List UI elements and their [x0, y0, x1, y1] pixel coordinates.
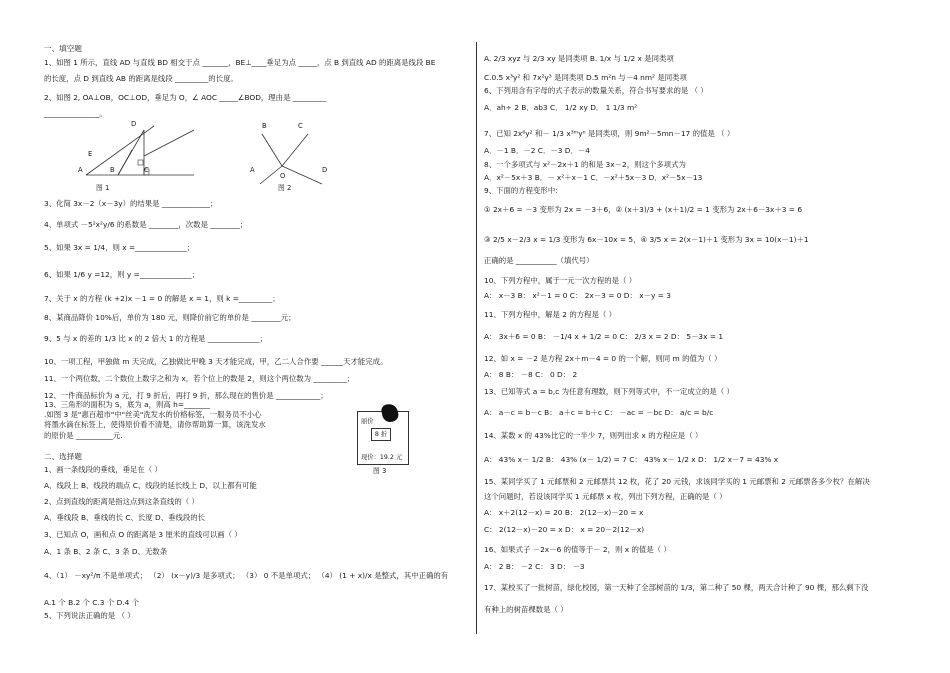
question-line: 4、单项式 －5²x²y/6 的系数是 ________，次数是 ________；	[44, 220, 248, 229]
price-tag	[357, 411, 409, 465]
option-line: A： x－3 B： x²－1 = 0 C： 2x－3 = 0 D： x－y = 3	[484, 291, 671, 300]
option-line: A： 2 B： －2 C： 3 D： －3	[484, 562, 585, 571]
section-choice-heading: 二、选择题	[44, 452, 82, 461]
question-line: 7、已知 2x⁶y² 和－ 1/3 x³ᵐyⁿ 是同类项，则 9m²－5mn－17 的值是 （ ）	[484, 129, 735, 138]
question-line: 的长度，点 D 到直线 AB 的距离是线段 _________的长度。	[44, 74, 238, 83]
option-line: A： 3x＋6 = 0 B： －1/4 x + 1/2 = 0 C： 2/3 x = 2 D： 5－3x = 1	[484, 332, 724, 341]
option-line: A.1 个 B.2 个 C.3 个 D.4 个	[44, 598, 140, 607]
option-line: A．－1 B．－2 C．－3 D．－4	[484, 146, 590, 155]
option-line: C： 2(12－x)－20 = x D： x = 20－2(12－x)	[484, 525, 645, 534]
question-line: 1、画一条线段的垂线，垂足在（ ）	[44, 465, 162, 474]
question-line: ③ 2/5 x－2/3 x = 1/3 变形为 6x－10x = 5，④ 3/5 x = 2(x－1)＋1 变形为 3x = 10(x－1)＋1	[484, 235, 809, 244]
ink-blot	[380, 403, 399, 424]
question-line: .如图 3 是"惠百超市"中"丝美"洗发水的价格标签，一服务员不小心	[44, 410, 262, 419]
question-line: 3、已知点 O，画和点 O 的距离是 3 厘米的直线可以画（ ）	[44, 530, 242, 539]
question-line: ① 2x＋6 = －3 变形为 2x = －3＋6，② (x＋3)/3 + (x＋1)/2 = 1 变形为 2x＋6－3x＋3 = 6	[484, 205, 803, 214]
question-line: 2、如图 2, OA⊥OB，OC⊥OD，垂足为 O，∠ AOC _____∠BOD，理由是 _________	[44, 93, 327, 102]
option-line: A： a－c = b－c B： a＋c = b＋c C： －ac = －bc D： a/c = b/c	[484, 408, 714, 417]
option-line: A： x＋2(12－x) = 20 B： 2(12－x)－20 = x	[484, 508, 644, 517]
question-line: 13、三角形的面积为 S，底为 a，则高 h=_______	[44, 400, 210, 409]
option-line: A： 8 B： －8 C： 0 D： 2	[484, 370, 578, 379]
point-label-d: D	[131, 120, 137, 128]
question-line: 2、点到直线的距离是指这点到这条直线的（ ）	[44, 497, 199, 506]
question-line: 11、下列方程中，解是 2 的方程是（ ）	[484, 310, 617, 319]
figure-2-drawing	[202, 120, 342, 192]
question-line: 6、如果 1/6 y =12，则 y =______________；	[44, 270, 199, 279]
figure-2	[202, 120, 342, 192]
question-line: 12、一件商品标价为 a 元，打 9 折后，再打 9 折，那么现在的售价是 ____________；	[44, 391, 328, 400]
question-line: 这个问题时，若设该同学买 1 元邮票 x 枚，列出下列方程，正确的是（ ）	[484, 492, 727, 501]
question-line: 15、某同学买了 1 元邮票和 2 元邮票共 12 枚，花了 20 元钱，求该同学买的 1 元邮票和 2 元邮票各多少枚？在解决	[484, 477, 870, 486]
question-line: 9、下面的方程变形中:	[484, 186, 558, 195]
question-line: 10、下列方程中，属于一元一次方程的是（ ）	[484, 276, 637, 285]
column-divider	[476, 42, 477, 634]
point-label-b: B	[110, 166, 115, 174]
question-line: 11、一个两位数，二个数位上数字之和为 x，若个位上的数是 2，则这个两位数为 _________；	[44, 374, 355, 383]
question-line: 12、如 x = －2 是方程 2x＋m－4 = 0 的一个解，则同 m 的值为（ ）	[484, 354, 722, 363]
option-line: A．ah÷ 2 B．ab3 C． 1/2 xy D． 1 1/3 m²	[484, 103, 638, 112]
point-label-e: E	[88, 150, 93, 158]
point-label-c: C	[298, 122, 303, 130]
question-line: 9、5 与 x 的差的 1/3 比 x 的 2 倍大 1 的方程是 ______________；	[44, 334, 267, 343]
question-line: 4、（1） －xy²/π 不是单项式； （2） (x－y)/3 是多项式； （3） 0 不是单项式； （4） (1 + x)/x 是整式，其中正确的有	[44, 571, 449, 580]
figure-1-caption: 图 1	[96, 184, 110, 192]
question-line: 正确的是 ___________（填代号）	[484, 256, 594, 265]
figure-1	[74, 120, 194, 192]
option-line: A．x²－5x＋3 B．－ x²＋x－1 C．－x²＋5x－3 D．x²－5x－13	[484, 173, 703, 182]
question-line: 5、下列说法正确的是 （ ）	[44, 611, 135, 620]
question-line: 8、某商品降价 10%后，单价为 180 元，则降价前它的单价是 ________元；	[44, 313, 296, 322]
point-label-d: D	[322, 166, 328, 174]
discount-label: 8 折	[371, 428, 391, 441]
question-line: 5、如果 3x = 1/4，则 x =______________；	[44, 243, 195, 252]
question-line: _______________。	[44, 109, 107, 118]
point-label-o: O	[280, 172, 286, 180]
section-fill-blank-heading: 一、填空题	[44, 44, 82, 53]
option-line: A： 43% x－ 1/2 B： 43% (x－ 1/2) = 7 C： 43% x－ 1/2 x D： 1/2 x－7 = 43% x	[484, 455, 779, 464]
option-line: C.0.5 x³y² 和 7x²y³ 是同类项 D.5 m²n 与－4 nm² 是同类项	[484, 73, 687, 82]
question-line: 8、一个多项式与 x²－2x＋1 的和是 3x－2，则这个多项式为	[484, 160, 686, 169]
price-tag-title: 丽价	[361, 418, 374, 425]
question-line: 将墨水滴在标签上，使得原价看不清楚，请你帮助算一算，该洗发水	[44, 420, 266, 429]
figure-3-caption: 图 3	[373, 467, 387, 475]
option-line: A、1 条 B、2 条 C、3 条 D、无数条	[44, 547, 168, 556]
question-line: 16、如果式子 －2x－6 的值等于－ 2，则 x 的值是（ ）	[484, 545, 671, 554]
point-label-a: A	[78, 166, 83, 174]
question-line: 14、某数 x 的 43%比它的一半少 7，则列出求 x 的方程应是（ ）	[484, 431, 703, 440]
question-line: 的原价是 __________元.	[44, 431, 123, 440]
question-line: 1、如图 1 所示，直线 AD 与直线 BD 相交于点 _______，BE⊥____垂足为点 _____，点 B 到直线 AD 的距离是线段 BE	[44, 58, 436, 67]
question-line: 7、关于 x 的方程 (k +2)x －1 = 0 的解是 x = 1，则 k =_________；	[44, 294, 280, 303]
point-label-a: A	[250, 166, 255, 174]
current-price: 现价：19.2 元	[361, 454, 403, 461]
question-line: 6、下列用含有字母的式子表示的数量关系，符合书写要求的是 （ ）	[484, 86, 708, 95]
point-label-c: C	[144, 166, 149, 174]
figure-2-caption: 图 2	[278, 184, 292, 192]
point-label-b: B	[262, 122, 267, 130]
question-line: 3、化简 3x－2（x－3y）的结果是 _____________；	[44, 199, 218, 208]
question-line: 有种上的树苗棵数是（ ）	[484, 605, 568, 614]
option-line: A. 2/3 xyz 与 2/3 xy 是同类项 B. 1/x 与 1/2 x 是同类项	[484, 54, 674, 63]
option-line: A、线段上 B、线段的端点 C、线段的延长线上 D、以上都有可能	[44, 481, 257, 490]
question-line: 17、某校买了一批树苗，绿化校园，第一天种了全部树苗的 1/3，第二种了 50 棵，两天合计种了 90 棵，那么剩下没	[484, 583, 869, 592]
option-line: A、垂线段 B、垂线的长 C、长度 D、垂线段的长	[44, 513, 206, 522]
question-line: 10、一项工程，甲独做 m 天完成，乙独做比甲晚 3 天才能完成，甲，乙二人合作要 ______天才能完成。	[44, 357, 388, 366]
question-line: 13、已知等式 a = b,c 为任意有理数，则下列等式中，不一定成立的是（ ）	[484, 387, 734, 396]
